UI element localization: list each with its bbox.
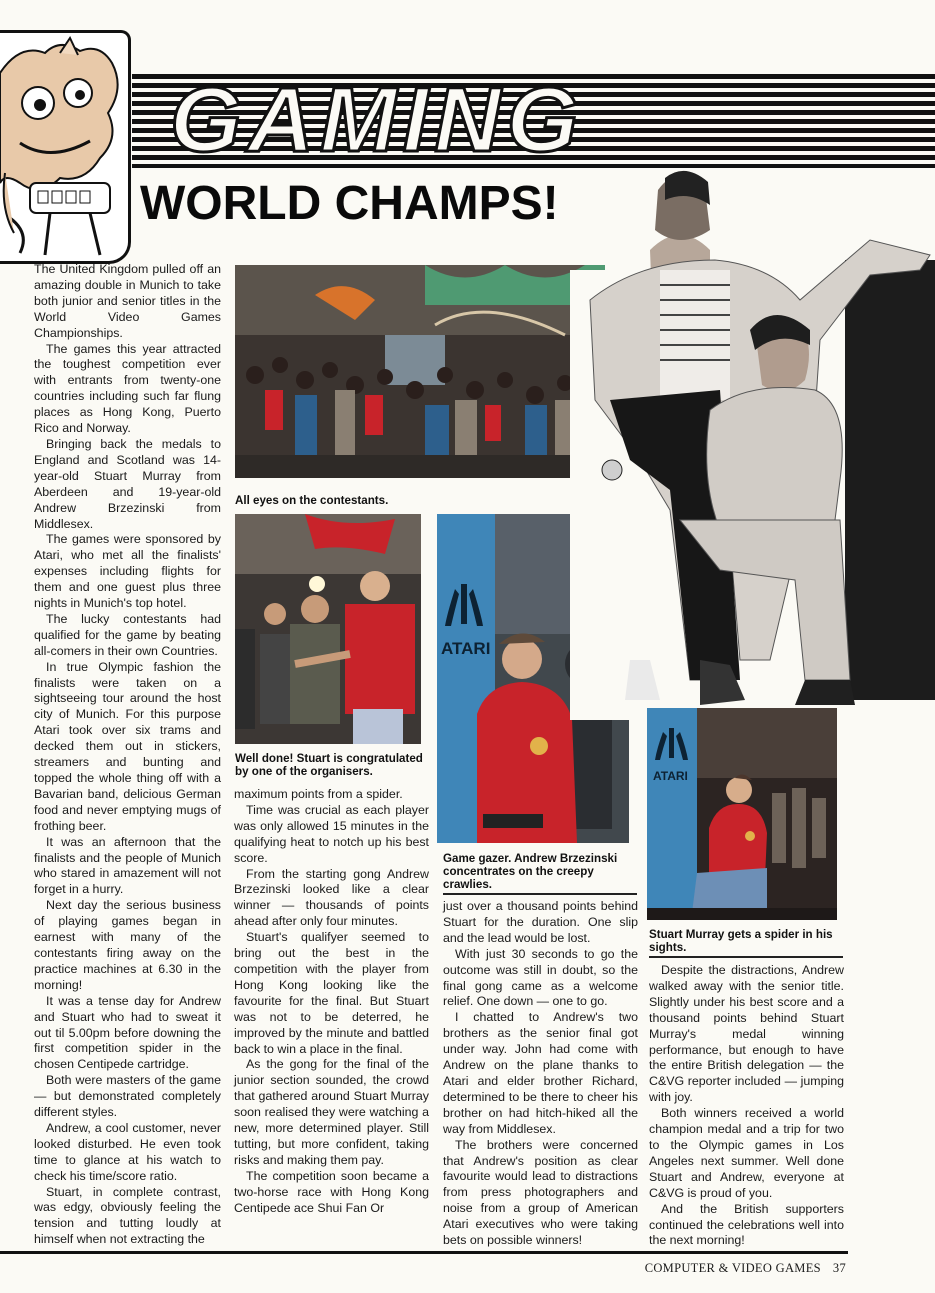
atari-sign-text: ATARI (441, 639, 491, 658)
paragraph: Next day the serious business of playing games began in earnest with many of the contestants firing away on the practice machines at 6.30 in the morning! (34, 898, 221, 992)
article-column-4 (649, 963, 844, 1249)
caption-spider: Stuart Murray gets a spider in his sights. (649, 928, 833, 954)
section-title: GAMING (170, 68, 585, 171)
article-column-3 (443, 899, 638, 1249)
paragraph: In true Olympic fashion the finalists were taken on a sightseeing tour around the host city of Munich. For this purpose Atari took over six trams and decked them out in stickers, streamers and bunting and topped the whole thing off with a Bavarian band, delicious German food and never emptying mugs of frothing beer. (34, 659, 221, 833)
caption-rule-2 (649, 956, 843, 958)
paragraph: The brothers were concerned that Andrew's position as clear favourite would lead to distractions from press photographers and noise from a group of American Atari executives who were taking bets on possible winners! (443, 1137, 638, 1248)
caption-gazer: Game gazer. Andrew Brzezinski concentrates on the creepy crawlies. (443, 852, 618, 891)
paragraph: The games were sponsored by Atari, who met all the finalists' expenses including flights for them and one guest plus three nights in Munich's top hotel. (34, 532, 221, 611)
paragraph: It was an afternoon that the finalists and the people of Munich who stared in amazement will not forget in a hurry. (34, 834, 221, 897)
paragraph: Stuart, in complete contrast, was edgy, obviously feeling the tension and tutting loudly at himself when not extracting the (34, 1184, 221, 1247)
atari-sign-text-2: ATARI (653, 769, 688, 783)
paragraph: The United Kingdom pulled off an amazing double in Munich to take both junior and senior titles in the World Video Games Championships. (34, 262, 221, 340)
paragraph: With just 30 seconds to go the outcome was still in doubt, so the final gong came as a welcome relief. One down — one to go. (443, 946, 638, 1009)
footer-rule (0, 1251, 848, 1254)
article-column-2 (234, 787, 429, 1216)
paragraph: From the starting gong Andrew Brzezinski looked like a clear winner — thousands of points ahead after only four minutes. (234, 866, 429, 929)
magazine-name: COMPUTER & VIDEO GAMES (644, 1261, 821, 1275)
paragraph: I chatted to Andrew's two brothers as the senior final got under way. John had come with Andrew on the plane thanks to Atari and elder brother Richard, determined to be there to cheer his brother on had hitch-hiked all the way from Middlesex. (443, 1010, 638, 1136)
paragraph: As the gong for the final of the junior section sounded, the crowd that gathered around Stuart Murray soon realised they were watching a new, more determined player. Still tutting, but more confident, taking risks and making them pay. (234, 1057, 429, 1167)
article-column-1 (34, 262, 221, 1248)
page-number: 37 (832, 1261, 846, 1275)
paragraph: Despite the distractions, Andrew walked away with the senior title. Slightly under his best score and a thousand points behind Stuart Murray's medal winning performance, but enough to have the entire British delegation — the C&VG reporter included — jumping with joy. (649, 963, 844, 1105)
caption-rule (443, 893, 637, 895)
paragraph: Stuart's qualifyer seemed to bring out the best in the competition with the player from Hong Kong looking like the favourite for the final. But Stuart was not to be deterred, he improved by the minute and battled back to win a place in the final. (234, 930, 429, 1056)
paragraph: The games this year attracted the toughest competition ever with entrants from twenty-one countries including such far flung places as Hong Kong, Puerto Rico and Norway. (34, 341, 221, 436)
photo-crowd (235, 265, 605, 478)
caption-crowd: All eyes on the contestants. (235, 494, 389, 507)
photo-handshake (235, 514, 421, 744)
paragraph: The lucky contestants had qualified for the game by beating all-comers in their own Countries. (34, 611, 221, 658)
paragraph: The competition soon became a two-horse race with Hong Kong Centipede ace Shui Fan Or (234, 1168, 429, 1215)
paragraph: It was a tense day for Andrew and Stuart who had to sweat it out til 5.00pm before downing the first competition spider in the chosen Centipede cartridge. (34, 993, 221, 1072)
paragraph: And the British supporters continued the celebrations well into the next morning! (649, 1201, 844, 1248)
photo-winners-portrait (570, 160, 935, 720)
paragraph: Andrew, a cool customer, never looked disturbed. He even took time to glance at his watch to check his time/score ratio. (34, 1120, 221, 1183)
paragraph: Both were masters of the game — but demonstrated completely different styles. (34, 1073, 221, 1120)
caption-handshake: Well done! Stuart is congratulated by one of the organisers. (235, 752, 423, 778)
photo-stuart-spider (647, 708, 837, 920)
headline: WORLD CHAMPS! (140, 177, 559, 230)
paragraph: Time was crucial as each player was only allowed 15 minutes in the qualifying heat to notch up his best score. (234, 802, 429, 865)
paragraph: Both winners received a world champion medal and a trip for two to the Olympic games in Los Angeles next summer. Well done Stuart and Andrew, everyone at C&VG is proud of you. (649, 1106, 844, 1200)
cartoon-mascot-illustration (0, 30, 131, 264)
paragraph: Bringing back the medals to England and Scotland was 14-year-old Stuart Murray from Aberdeen and 19-year-old Andrew Brzezinski from Middlesex. (34, 436, 221, 531)
paragraph: maximum points from a spider. (234, 787, 403, 801)
page-footer (645, 1261, 846, 1276)
paragraph: just over a thousand points behind Stuart for the duration. One slip and the lead would be lost. (443, 899, 638, 945)
